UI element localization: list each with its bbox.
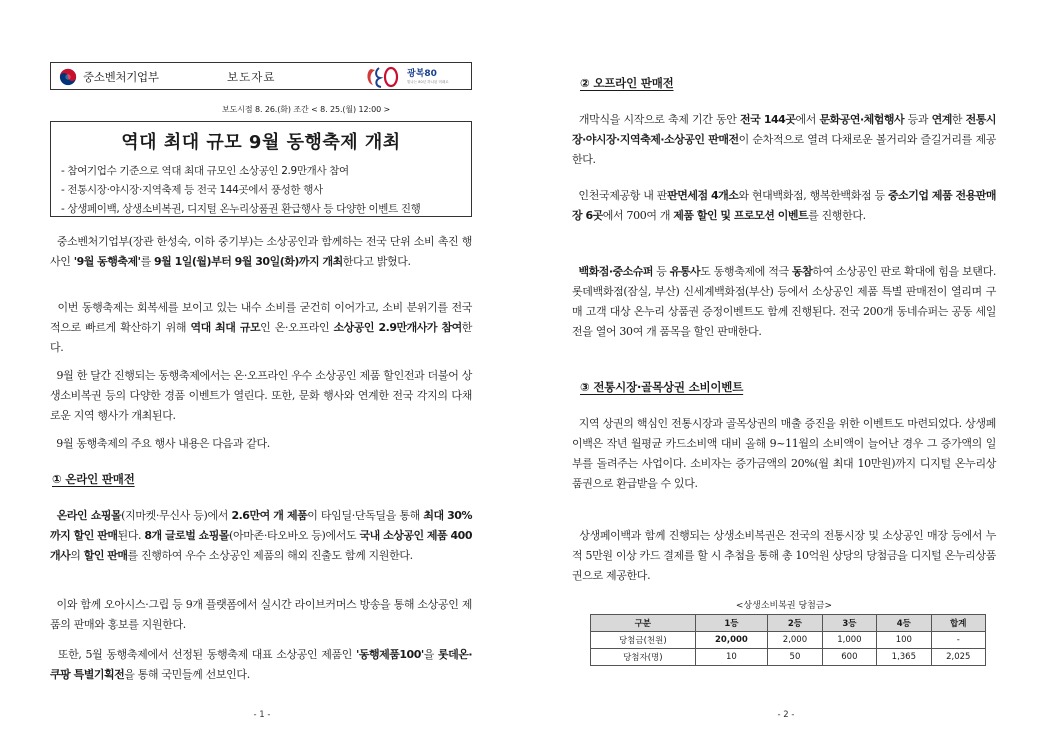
emphasis-text: 전국 144곳 <box>739 113 796 126</box>
lottery-paragraph: 상생페이백과 함께 진행되는 상생소비복권은 전국의 전통시장 및 소상공인 매장 등에서 누적 5만원 이상 카드 결제를 할 시 추첨을 통해 총 10억원 상당의 당첨금을 디지털 온누리상품권으로 제공한다. <box>572 529 996 582</box>
page-number: - 1 - <box>253 710 271 720</box>
prize-table-caption: <상생소비복권 당첨금> <box>735 601 833 611</box>
prize-table <box>590 614 986 666</box>
events-paragraph: 9월 한 달간 진행되는 동행축제에서는 온·오프라인 우수 소상공인 제품 할인전과 더불어 상생소비복권 등의 다양한 경품 이벤트가 열린다. 또한, 문화 행사와 연계한 전국 각지의 다채로운 지역 행사가 개최된다. <box>50 369 473 422</box>
intro-paragraph: 중소벤처기업부(장관 한성숙, 이하 중기부)는 소상공인과 함께하는 전국 단위 소비 촉진 행사인 '9월 동행축제'를 9월 1일(월)부터 9월 30일(화)까지 개최한다고 밝혔다. <box>50 235 472 268</box>
page-title: 역대 최대 규모 9월 동행축제 개최 <box>121 132 401 153</box>
table-cell: 당첨금(천원) <box>591 632 696 649</box>
title-box <box>50 121 472 217</box>
page-number: - 2 - <box>777 710 795 720</box>
korea-emblem-icon <box>59 68 77 86</box>
emphasis-text: 판면세점 4개소 <box>667 189 739 202</box>
summary-list <box>61 162 420 219</box>
emphasis-text: 연계 <box>931 113 952 126</box>
liberation-80-tagline: 빛나는 80년 하나된 미래로 <box>407 79 449 84</box>
emphasis-text: 문화공연·체험행사 <box>819 113 905 126</box>
emphasis-text: '동행제품100' <box>356 648 424 661</box>
emphasis-text: 백화점·중소슈퍼 <box>578 265 654 278</box>
table-cell: 2,000 <box>768 632 822 649</box>
table-cell: 100 <box>877 632 931 649</box>
table-cell: 600 <box>822 649 876 666</box>
liberation-80-mark-icon <box>365 65 405 89</box>
emphasis-text: 할인 판매 <box>83 549 128 562</box>
table-cell: 10 <box>695 649 768 666</box>
liberation-80-text: 광복80 <box>407 68 437 79</box>
embargo-time: 보도시점 8. 26.(화) 조간 < 8. 25.(월) 12:00 > <box>222 105 391 114</box>
table-header: 3등 <box>822 615 876 632</box>
emphasis-text: 중소기업 제품 전용판매장 6곳 <box>572 189 996 222</box>
emphasis-text: 국내 소상공인 제품 400개사 <box>50 529 472 562</box>
table-header: 구분 <box>591 615 696 632</box>
emphasis-text: 유통사 <box>669 265 701 278</box>
ministry-name: 중소벤처기업부 <box>83 70 159 84</box>
section-offline-heading: ② 오프라인 판매전 <box>580 76 674 90</box>
special-exhibition-paragraph: 또한, 5월 동행축제에서 선정된 동행축제 대표 소상공인 제품인 '동행제품100'을 롯데온·쿠팡 특별기획전을 통해 국민들께 선보인다. <box>50 648 472 681</box>
table-cell: 당첨자(명) <box>591 649 696 666</box>
press-header <box>50 62 472 90</box>
page-2 <box>524 0 1048 740</box>
scale-paragraph: 이번 동행축제는 회복세를 보이고 있는 내수 소비를 굳건히 이어가고, 소비 분위기를 전국적으로 빠르게 확산하기 위해 역대 최대 규모인 온·오프라인 소상공인 2.9만개사가 참여한다. <box>50 301 472 354</box>
table-cell: 1,365 <box>877 649 931 666</box>
emphasis-text: 전통시장·야시장·지역축제·소상공인 판매전 <box>572 113 996 146</box>
summary-item: - 전통시장·야시장·지역축제 등 전국 144곳에서 풍성한 행사 <box>61 184 323 196</box>
press-release-label: 보도자료 <box>227 70 276 84</box>
emphasis-text: 9월 1일(월)부터 9월 30일(화)까지 개최 <box>154 255 343 268</box>
table-header: 1등 <box>695 615 768 632</box>
table-cell: 1,000 <box>822 632 876 649</box>
table-header: 4등 <box>877 615 931 632</box>
emphasis-text: 소상공인 2.9만개사가 참여 <box>333 321 462 334</box>
table-header-row <box>591 615 986 632</box>
table-cell: 20,000 <box>695 632 768 649</box>
summary-item: - 상생페이백, 상생소비복권, 디지털 온누리상품권 환급행사 등 다양한 이벤트 진행 <box>61 203 421 215</box>
emphasis-text: 역대 최대 규모 <box>190 321 261 334</box>
online-mall-paragraph: 온라인 쇼핑몰(지마켓·무신사 등)에서 2.6만여 개 제품이 타임딜·단독딜을 통해 최대 30%까지 할인 판매된다. 8개 글로벌 쇼핑몰(아마존·타오바오 등)에서도 국내 소상공인 제품 400개사의 할인 판매를 진행하여 우수 소상공인 제품의 해외 진출도 함께 지원한다. <box>50 509 472 562</box>
emphasis-text: 8개 글로벌 쇼핑몰 <box>144 529 230 542</box>
emphasis-text: 온라인 쇼핑몰 <box>56 509 122 522</box>
retailer-paragraph: 백화점·중소슈퍼 등 유통사도 동행축제에 적극 동참하여 소상공인 판로 확대에 힘을 보탠다. 롯데백화점(잠실, 부산) 신세계백화점(부산) 등에서 소상공인 제품 특별 판매전이 열리며 구매 고객 대상 온누리 상품권 증정이벤트도 함께 진행된다. 전국 200개 동네슈퍼는 공동 세일전을 열어 30여 개 품목을 할인 판매한다. <box>572 265 996 338</box>
table-row <box>591 632 986 649</box>
table-header: 합계 <box>931 615 985 632</box>
section-market-heading: ③ 전통시장·골목상권 소비이벤트 <box>580 380 744 394</box>
overview-paragraph: 9월 동행축제의 주요 행사 내용은 다음과 같다. <box>56 437 270 450</box>
emphasis-text: 제품 할인 및 프로모션 이벤트 <box>673 209 809 222</box>
payback-paragraph: 지역 상권의 핵심인 전통시장과 골목상권의 매출 증진을 위한 이벤트도 마련되었다. 상생페이백은 작년 월평균 카드소비액 대비 올해 9~11월의 소비액이 늘어난 경우 그 증가액의 일부를 돌려주는 사업이다. 소비자는 증가금액의 20%(월 최대 10만원)까지 디지털 온누리상품권으로 환급받을 수 있다. <box>572 417 996 490</box>
table-row <box>591 649 986 666</box>
live-commerce-paragraph: 이와 함께 오아시스·그립 등 9개 플랫폼에서 실시간 라이브커머스 방송을 통해 소상공인 제품의 판매와 홍보를 지원한다. <box>50 598 473 631</box>
emphasis-text: '9월 동행축제' <box>73 255 141 268</box>
emphasis-text: 2.6만여 개 제품 <box>231 509 308 522</box>
table-header: 2등 <box>768 615 822 632</box>
table-cell: 2,025 <box>931 649 985 666</box>
offline-festival-paragraph: 개막식을 시작으로 축제 기간 동안 전국 144곳에서 문화공연·체험행사 등과 연계한 전통시장·야시장·지역축제·소상공인 판매전이 순차적으로 열려 다채로운 볼거리와 즐길거리를 제공한다. <box>572 113 996 166</box>
summary-item: - 참여기업수 기준으로 역대 최대 규모인 소상공인 2.9만개사 참여 <box>61 165 349 177</box>
dutyfree-paragraph: 인천국제공항 내 판판면세점 4개소와 현대백화점, 행복한백화점 등 중소기업 제품 전용판매장 6곳에서 700여 개 제품 할인 및 프로모션 이벤트를 진행한다. <box>572 189 996 222</box>
ministry-logo <box>59 67 159 87</box>
emphasis-text: 롯데온·쿠팡 특별기획전 <box>50 648 472 681</box>
emphasis-text: 최대 30%까지 할인 판매 <box>50 509 472 542</box>
table-cell: - <box>931 632 985 649</box>
section-online-heading: ① 온라인 판매전 <box>52 472 135 486</box>
emphasis-text: 동참 <box>792 265 813 278</box>
table-cell: 50 <box>768 649 822 666</box>
liberation-80-logo <box>365 65 449 89</box>
